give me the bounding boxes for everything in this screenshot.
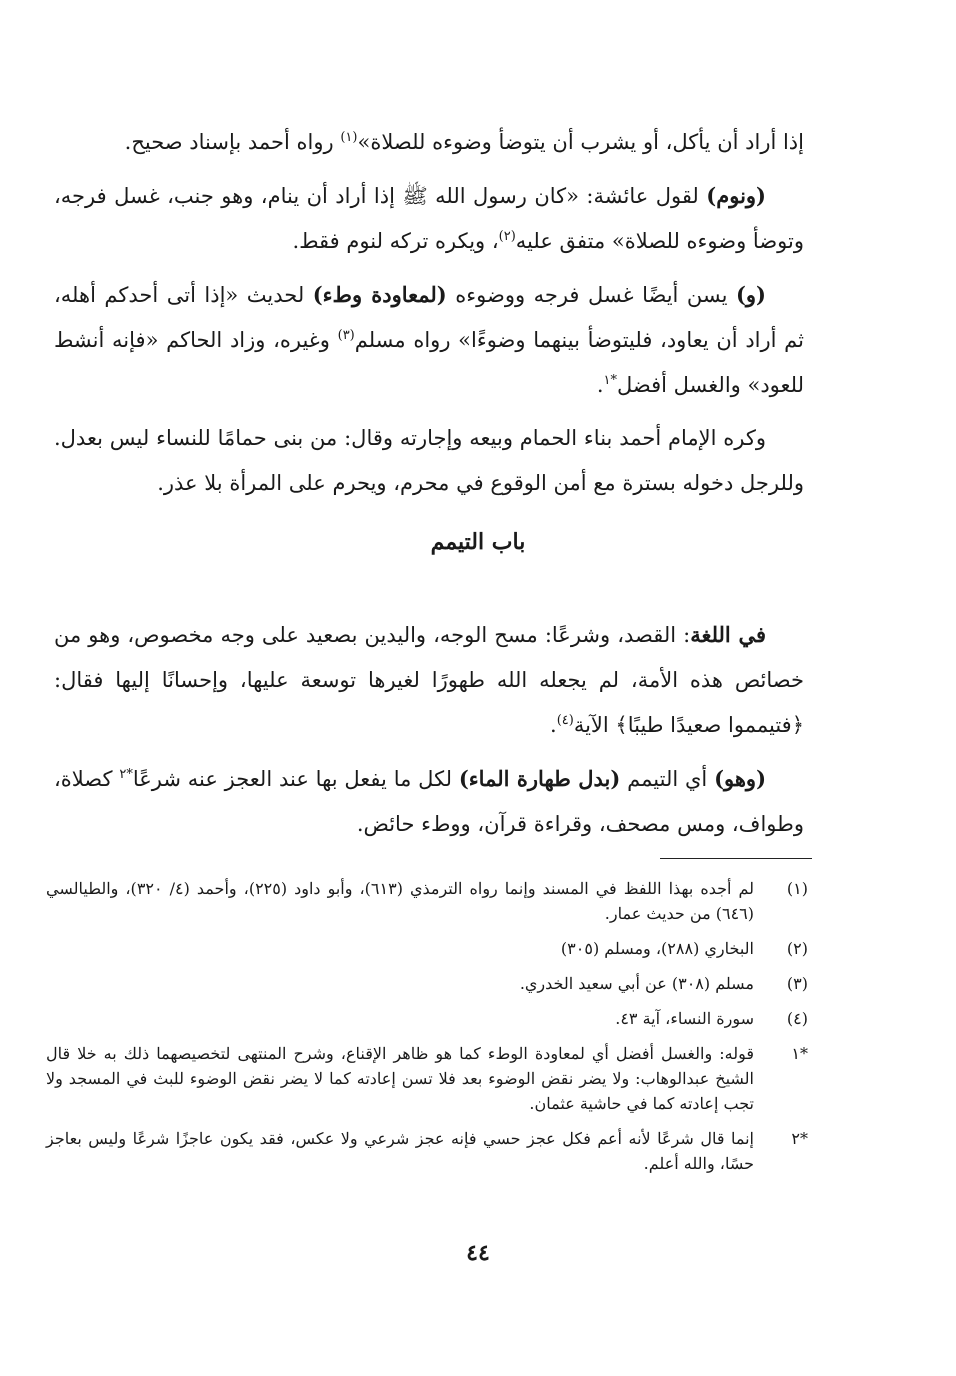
footnote-text: البخاري (٢٨٨)، ومسلم (٣٠٥) <box>560 939 754 958</box>
bold-term: (و) <box>735 282 766 307</box>
footnote-reference: (٣) <box>337 328 355 343</box>
footnote-text: إنما قال شرعًا لأنه أعم فكل عجز حسي فإنه عجز شرعي ولا عكس، فقد يكون عاجزًا شرعًا وليس بعاجز حسًا، والله أعلم. <box>46 1129 754 1173</box>
section2-paragraph-1 <box>54 612 804 748</box>
bold-term: (وهو) <box>714 766 766 791</box>
footnote-item <box>46 876 808 926</box>
chapter-heading: باب التيمم <box>430 529 526 555</box>
footnote-marker: (٣) <box>786 974 808 993</box>
text-run: لكل ما يفعل بها عند العجز عنه شرعًا <box>132 767 459 791</box>
section1-paragraph-1 <box>54 120 804 165</box>
text-run: . <box>596 373 604 397</box>
footnote-marker: *١ <box>791 1044 808 1063</box>
bold-term: في اللغة <box>690 622 766 647</box>
footnote-marker: (٤) <box>786 1009 808 1028</box>
text-run: : القصد، وشرعًا: مسح الوجه، واليدين بصعيد على وجه مخصوص، وهو من خصائص هذه الأمة، لم يجعله الله طهورًا لغيرها توسعة عليها، وإحسانًا إليها فقال: ﴿فتيمموا صعيدًا طيبًا﴾ الآية <box>54 623 804 737</box>
footnotes <box>46 876 808 1186</box>
footnote-text: مسلم (٣٠٨) عن أبي سعيد الخدري. <box>519 974 754 993</box>
footnote-text: قوله: والغسل أفضل أي لمعاودة الوطء كما هو ظاهر الإقناع، وشرح المنتهى لتخصيصهما ذلك به خلا قال الشيخ عبدالوهاب: ولا يضر نقض الوضوء بعد فلا تسن إعادته كما لا يضر نقض الوضوء للبث في المسجد ولا تجب إعادته كما في حاشية عثمان. <box>46 1044 754 1113</box>
footnote-item <box>46 1126 808 1176</box>
footnote-marker: *٢ <box>791 1129 808 1148</box>
footnote-reference: *١ <box>603 373 617 388</box>
footnote-text: لم أجده بهذا اللفظ في المسند وإنما رواه الترمذي (٦١٣)، وأبو داود (٢٢٥)، وأحمد (٤/ ٣٢٠)، والطيالسي (٦٤٦) من حديث عمار. <box>46 879 755 923</box>
text-run: كصلاة، وطواف، ومس مصحف، وقراءة قرآن، ووطء حائض. <box>54 767 804 836</box>
footnote-item <box>46 971 808 996</box>
footnote-marker: (١) <box>786 879 808 898</box>
text-run: أي التيمم <box>620 767 715 791</box>
footnote-separator <box>660 858 812 859</box>
text-run: ، ويكره تركه لنوم فقط. <box>292 229 499 253</box>
text-run: . <box>550 713 557 737</box>
text-run: لحديث «إذا أتى أحدكم أهله، ثم أراد أن يعاود، فليتوضأ بينهما وضوءًا» رواه مسلم <box>54 283 804 352</box>
text-run: إذا أراد أن يأكل، أو يشرب أن يتوضأ وضوءه للصلاة» <box>357 130 804 154</box>
footnote-reference: (١) <box>340 130 358 145</box>
section2-paragraph-2 <box>54 756 804 847</box>
text-run: وغيره، وزاد الحاكم «فإنه أنشط للعود» والغسل أفضل <box>54 328 804 397</box>
page-number: ٤٤ <box>466 1240 490 1266</box>
main-text-section-2 <box>54 612 804 855</box>
text-run: رواه أحمد بإسناد صحيح. <box>124 130 341 154</box>
footnote-reference: (٢) <box>498 229 516 244</box>
main-text-section-1 <box>54 120 804 514</box>
footnote-reference: *٢ <box>119 767 133 782</box>
footnote-item <box>46 1041 808 1116</box>
text-run: يسن أيضًا غسل فرجه ووضوءه <box>446 283 736 307</box>
footnote-text: سورة النساء، آية ٤٣. <box>615 1009 754 1028</box>
footnote-marker: (٢) <box>786 939 808 958</box>
bold-term: (لمعاودة وطء) <box>312 282 447 307</box>
footnote-reference: (٤) <box>556 713 574 728</box>
section1-paragraph-3 <box>54 272 804 408</box>
section1-paragraph-2 <box>54 173 804 264</box>
text-run: لقول عائشة: «كان رسول الله ﷺ إذا أراد أن ينام، وهو جنب، غسل فرجه، وتوضأ وضوءه للصلاة» متفق عليه <box>54 184 804 253</box>
footnote-item <box>46 936 808 961</box>
bold-term: (بدل طهارة الماء) <box>458 766 621 791</box>
bold-term: (ونوم) <box>706 183 766 208</box>
footnote-item <box>46 1006 808 1031</box>
text-run: وكره الإمام أحمد بناء الحمام وبيعه وإجارته وقال: من بنى حمامًا للنساء ليس بعدل. وللرجل دخوله بسترة مع أمن الوقوع في محرم، ويحرم على المرأة بلا عذر. <box>54 426 804 495</box>
section1-paragraph-4 <box>54 416 804 506</box>
